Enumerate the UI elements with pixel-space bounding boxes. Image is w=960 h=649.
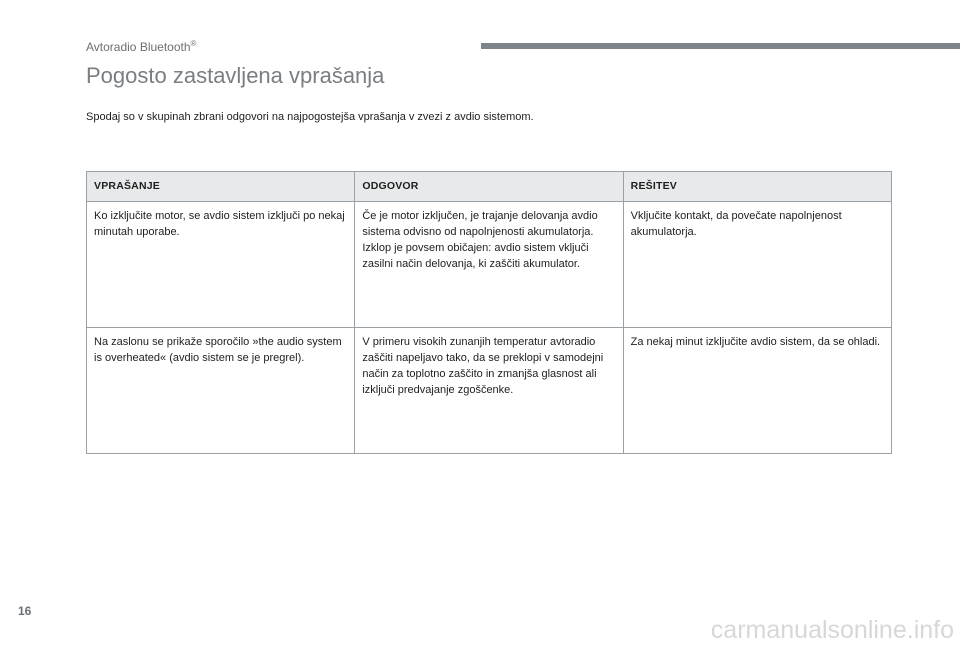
question-cell: Ko izključite motor, se avdio sistem izključi po nekaj minutah uporabe.: [87, 202, 355, 328]
table-header-row: [87, 172, 892, 202]
solution-cell: Vključite kontakt, da povečate napolnjenost akumulatorja.: [623, 202, 891, 328]
header-divider-bar: [481, 43, 960, 49]
registered-mark: ®: [190, 39, 197, 48]
page-title: Pogosto zastavljena vprašanja: [86, 63, 385, 88]
section-header-text: Avtoradio Bluetooth: [86, 40, 191, 54]
table-row: [87, 328, 892, 454]
answer-cell: Če je motor izključen, je trajanje delovanja avdio sistema odvisno od napolnjenosti akumulatorja. Izklop je povsem običajen: avdio sistem vključi zasilni način delovanja, ki zaščiti akumulator.: [355, 202, 623, 328]
answer-cell: V primeru visokih zunanjih temperatur avtoradio zaščiti napeljavo tako, da se preklopi v samodejni način za toplotno zaščito in zmanjša glasnost ali izključi predvajanje zgoščenke.: [355, 328, 623, 454]
watermark: carmanualsonline.info: [710, 616, 954, 644]
intro-text: Spodaj so v skupinah zbrani odgovori na najpogostejša vprašanja v zvezi z avdio sistemom.: [86, 111, 534, 123]
faq-table: [86, 171, 892, 454]
column-header-answer: ODGOVOR: [355, 172, 623, 202]
page-number: 16: [18, 604, 32, 618]
column-header-question: VPRAŠANJE: [87, 172, 355, 202]
column-header-solution: REŠITEV: [623, 172, 891, 202]
question-cell: Na zaslonu se prikaže sporočilo »the audio system is overheated« (avdio sistem se je pregrel).: [87, 328, 355, 454]
table-row: [87, 202, 892, 328]
solution-cell: Za nekaj minut izključite avdio sistem, da se ohladi.: [623, 328, 891, 454]
section-header: [86, 39, 196, 54]
